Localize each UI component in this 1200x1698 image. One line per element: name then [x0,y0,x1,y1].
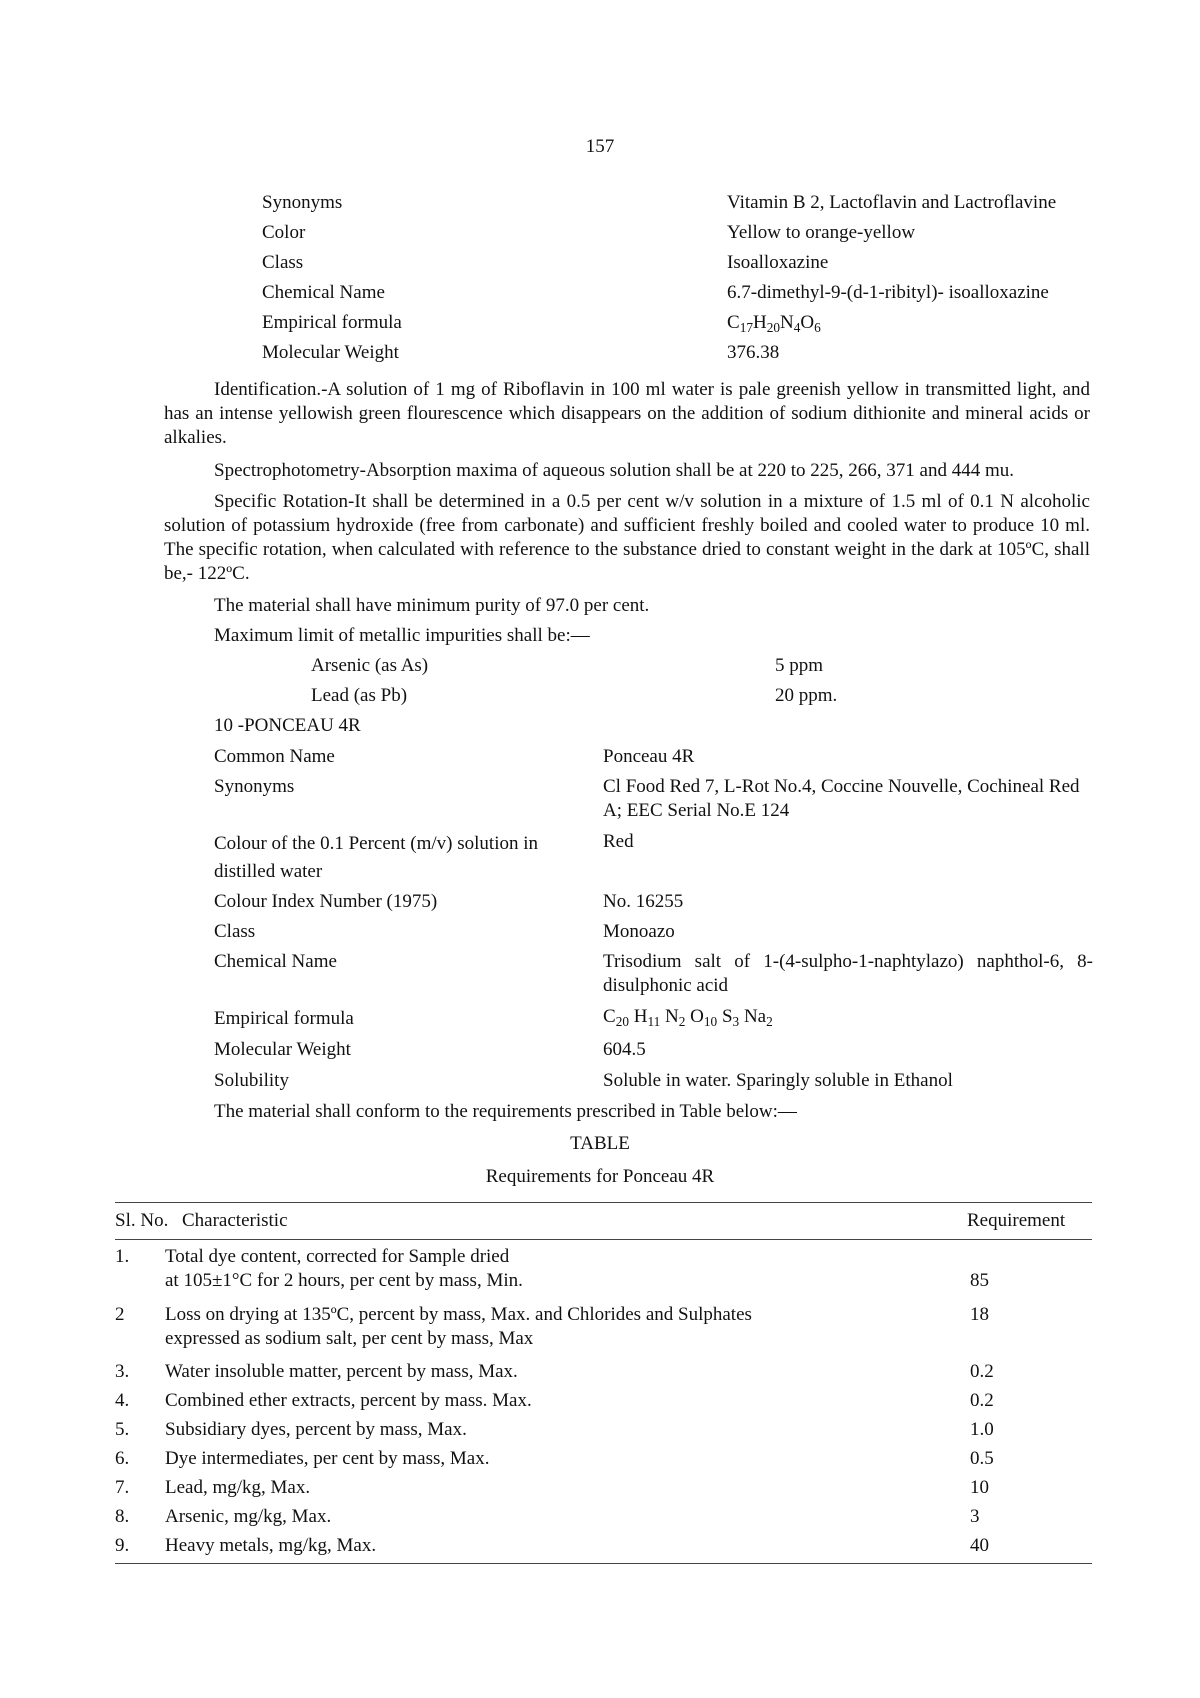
row-characteristic: Heavy metals, mg/kg, Max. [165,1535,377,1556]
empirical-formula: $C_{17}H_{20}N_4O_6$ [727,312,821,335]
spectrophotometry-paragraph: Spectrophotometry-Absorption maxima of aqueous solution shall be at 220 to 225, 266, 371 and 444 mu. [214,460,1015,481]
row-requirement: 18 [970,1304,989,1325]
table-caption: Requirements for Ponceau 4R [485,1166,715,1187]
prop-label: Synonyms [262,192,343,213]
metallic-intro: Maximum limit of metallic impurities shall be:— [214,625,590,646]
row-requirement: 85 [970,1270,989,1291]
row-sl: 9. [115,1535,130,1556]
conform-text: The material shall conform to the requirements prescribed in Table below:— [214,1101,797,1122]
row-sl: 2 [115,1304,125,1325]
row-requirement: 0.5 [970,1448,994,1469]
row-characteristic: Water insoluble matter, percent by mass, Max. [165,1361,518,1382]
prop-label: Molecular Weight [214,1039,351,1060]
row-characteristic: Arsenic, mg/kg, Max. [165,1506,332,1527]
prop-value: Soluble in water. Sparingly soluble in Ethanol [603,1070,953,1091]
row-sl: 5. [115,1419,130,1440]
prop-value: Isoalloxazine [727,252,829,273]
section-heading: 10 -PONCEAU 4R [214,715,361,736]
prop-value: Ponceau 4R [603,746,695,767]
prop-value: 604.5 [603,1039,646,1060]
row-requirement: 0.2 [970,1361,994,1382]
row-characteristic: Dye intermediates, per cent by mass, Max. [165,1448,490,1469]
row-sl: 1. [115,1246,130,1267]
prop-value: Yellow to orange-yellow [727,222,916,243]
prop-label: Class [214,921,256,942]
row-sl: 7. [115,1477,130,1498]
row-requirement: 3 [970,1506,980,1527]
row-requirement: 10 [970,1477,989,1498]
row-characteristic: Subsidiary dyes, percent by mass, Max. [165,1419,467,1440]
prop-label: Common Name [214,746,335,767]
prop-label: Molecular Weight [262,342,399,363]
specific-rotation-paragraph: Specific Rotation-It shall be determined in a 0.5 per cent w/v solution in a mixture of 1.5 ml of 0.1 N alcoholic solution of potassium hydroxide (free from carbonate) and sufficient freshly boiled and cooled water to produce 10 ml. The specific rotation, when calculated with reference to the substance dried to constant weight in the dark at 105ºC, shall be,- 122ºC. [164,491,1090,584]
prop-label: Chemical Name [214,951,337,972]
header-requirement: Requirement [967,1210,1066,1231]
header-characteristic: Characteristic [182,1210,288,1231]
row-sl: 4. [115,1390,130,1411]
impurity-label: Lead (as Pb) [311,685,408,706]
impurity-value: 20 ppm. [775,685,838,706]
prop-label: Class [262,252,304,273]
prop-value: Red [603,831,634,852]
prop-label: Color [262,222,306,243]
impurity-label: Arsenic (as As) [311,655,429,676]
table-top-rule [115,1202,1092,1203]
row-characteristic: Loss on drying at 135ºC, percent by mass, Max. and Chlorides and Sulphates expressed as sodium salt, per cent by mass, Max [165,1304,752,1349]
purity-text: The material shall have minimum purity of 97.0 per cent. [214,595,650,616]
row-sl: 3. [115,1361,130,1382]
header-sl-no: Sl. No. [115,1210,169,1231]
row-sl: 6. [115,1448,130,1469]
prop-value: Vitamin B 2, Lactoflavin and Lactroflavine [727,192,1057,213]
table-title: TABLE [570,1133,630,1154]
page-number: 157 [585,136,615,157]
prop-label: Chemical Name [262,282,385,303]
row-characteristic: Total dye content, corrected for Sample dried at 105±1°C for 2 hours, per cent by mass, Min. [165,1246,523,1291]
prop-label: Empirical formula [214,1008,354,1029]
prop-label: Colour of the 0.1 Percent (m/v) solution in distilled water [214,833,539,882]
row-requirement: 0.2 [970,1390,994,1411]
prop-label: Synonyms [214,776,295,797]
prop-label: Empirical formula [262,312,402,333]
prop-label: Colour Index Number (1975) [214,891,438,912]
row-requirement: 1.0 [970,1419,994,1440]
row-sl: 8. [115,1506,130,1527]
prop-value: 376.38 [727,342,780,363]
prop-value: Cl Food Red 7, L-Rot No.4, Coccine Nouvelle, Cochineal Red A; EEC Serial No.E 124 [603,776,1080,821]
prop-value: Trisodium salt of 1-(4-sulpho-1-naphtylazo) naphthol-6, 8-disulphonic acid [603,951,1093,996]
empirical-formula: $C_{20}$ $H_{11}$ $N_2$ $O_{10}$ $S_3$ $Na_2$ [603,1006,773,1029]
impurity-value: 5 ppm [775,655,824,676]
row-requirement: 40 [970,1535,989,1556]
prop-value: 6.7-dimethyl-9-(d-1-ribityl)- isoalloxazine [727,282,1049,303]
prop-value: Monoazo [603,921,675,942]
table-bottom-rule [115,1563,1092,1564]
row-characteristic: Lead, mg/kg, Max. [165,1477,311,1498]
row-characteristic: Combined ether extracts, percent by mass. Max. [165,1390,532,1411]
prop-label: Solubility [214,1070,289,1091]
prop-value: No. 16255 [603,891,684,912]
identification-paragraph: Identification.-A solution of 1 mg of Riboflavin in 100 ml water is pale greenish yellow in transmitted light, and has an intense yellowish green flourescence which disappears on the addition of sodium dithionite and mineral acids or alkalies. [164,379,1090,448]
table-header-rule [115,1239,1092,1240]
